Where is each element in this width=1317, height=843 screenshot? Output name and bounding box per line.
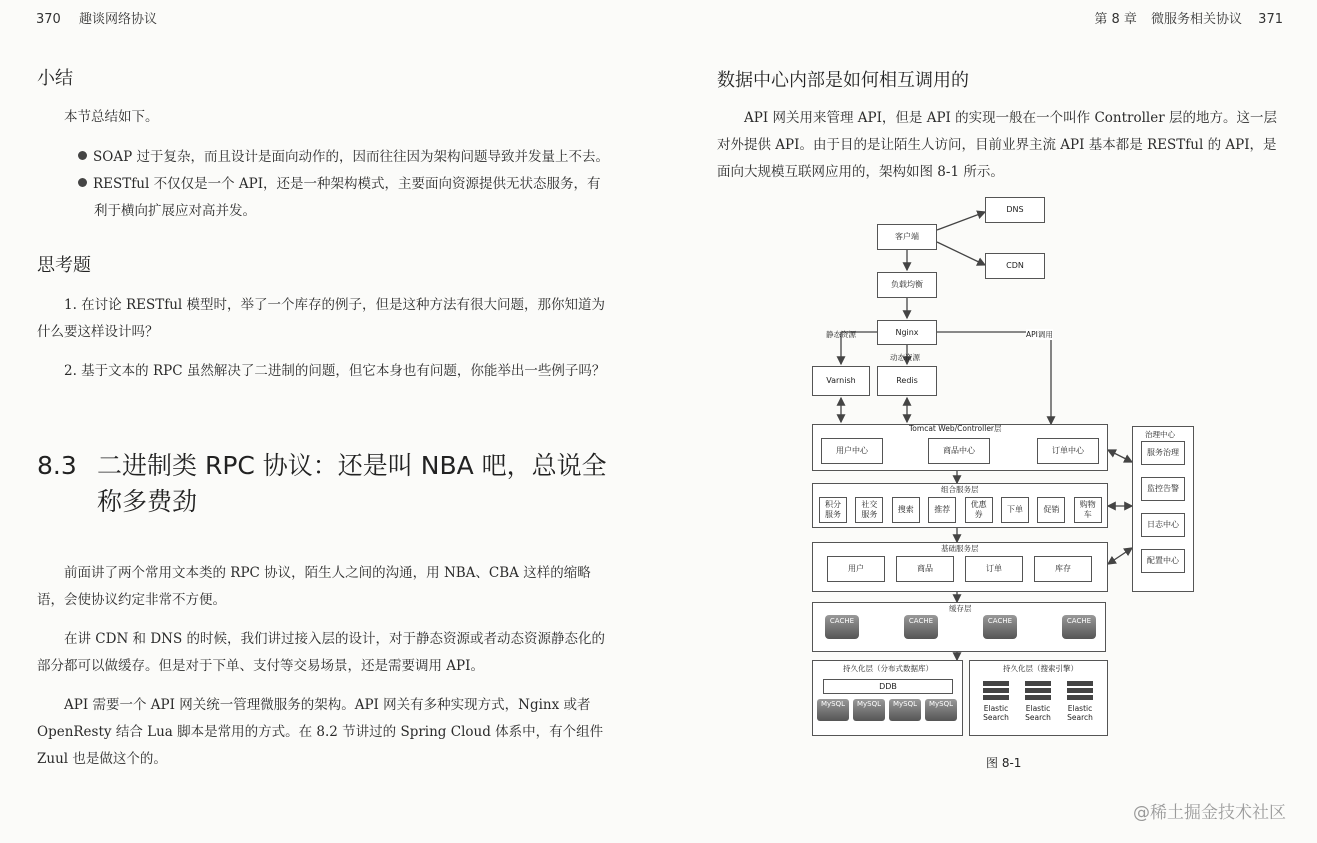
mysql-node: MySQL (817, 699, 849, 721)
db-persistence-layer (812, 660, 963, 736)
bullet-dot-icon (78, 151, 87, 160)
paragraph-1: 前面讲了两个常用文本类的 RPC 协议，陌生人之间的沟通，用 NBA、CBA 这样的缩略语，会使协议约定非常不方便。 (37, 565, 591, 608)
elasticsearch-node (1018, 681, 1058, 722)
database-stack-icon (983, 681, 1009, 701)
governance-item-box: 日志中心 (1141, 513, 1185, 537)
section-number: 8.3 (37, 451, 77, 480)
figure-caption: 图 8-1 (986, 756, 1022, 770)
tomcat-layer-title: Tomcat Web/Controller层 (909, 424, 1002, 433)
bullet-item (50, 144, 610, 171)
combined-service-box: 下单 (1001, 497, 1029, 523)
elasticsearch-label: Elastic Search (983, 704, 1009, 722)
bullet-text: SOAP 过于复杂，而且设计是面向动作的，因而往往因为架构问题导致并发量上不去。 (93, 149, 609, 165)
governance-title: 治理中心 (1145, 430, 1175, 439)
base-service-box: 库存 (1034, 556, 1092, 582)
mysql-node: MySQL (925, 699, 957, 721)
governance-item-box: 配置中心 (1141, 549, 1185, 573)
cache-layer (812, 602, 1106, 652)
section-title-line2: 称多费劲 (97, 487, 198, 516)
governance-item-box: 服务治理 (1141, 441, 1185, 465)
base-services-title: 基础服务层 (941, 544, 979, 553)
base-service-box: 商品 (896, 556, 954, 582)
right-heading: 数据中心内部是如何相互调用的 (717, 70, 969, 91)
summary-bullets (50, 144, 610, 225)
cache-layer-title: 缓存层 (949, 604, 972, 613)
combined-service-box: 促销 (1037, 497, 1065, 523)
right-page-number: 371 (1258, 12, 1283, 27)
summary-intro: 本节总结如下。 (64, 109, 159, 125)
cdn-box: CDN (985, 253, 1045, 279)
database-stack-icon (1025, 681, 1051, 701)
base-service-box: 用户 (827, 556, 885, 582)
bullet-item (50, 171, 610, 225)
question-2: 2. 基于文本的 RPC 虽然解决了二进制的问题，但它本身也有问题，你能举出一些例子吗？ (64, 363, 606, 379)
section-heading (37, 448, 617, 520)
ddb-box: DDB (823, 679, 953, 694)
combined-service-box: 购物 车 (1074, 497, 1102, 523)
nginx-box: Nginx (877, 320, 937, 345)
left-page-number: 370 (36, 12, 61, 27)
questions-heading: 思考题 (37, 255, 91, 276)
client-box: 客户端 (877, 224, 937, 250)
chapter-number: 第 8 章 (1094, 12, 1137, 27)
combined-service-box: 优惠 券 (965, 497, 993, 523)
combined-services-title: 组合服务层 (941, 485, 979, 494)
question-1: 1. 在讨论 RESTful 模型时，举了一个库存的例子，但是这种方法有很大问题，那你知道为什么要这样设计吗？ (37, 297, 606, 340)
mysql-node: MySQL (889, 699, 921, 721)
governance-item-box: 监控告警 (1141, 477, 1185, 501)
db-persistence-title: 持久化层（分布式数据库） (843, 664, 933, 673)
cache-node: CACHE (1062, 615, 1096, 639)
tomcat-layer (812, 424, 1108, 471)
product-center-box: 商品中心 (928, 438, 990, 464)
search-persistence-title: 持久化层（搜索引擎） (1003, 664, 1078, 673)
elasticsearch-node (1060, 681, 1100, 722)
watermark: @稀土掘金技术社区 (1133, 803, 1286, 823)
combined-services-layer (812, 483, 1108, 528)
redis-box: Redis (877, 366, 937, 396)
bullet-dot-icon (78, 178, 87, 187)
base-services-layer (812, 542, 1108, 592)
questions (37, 292, 607, 385)
elasticsearch-label: Elastic Search (1067, 704, 1093, 722)
summary-heading: 小结 (37, 68, 73, 89)
combined-service-box: 社交 服务 (855, 497, 883, 523)
cache-node: CACHE (904, 615, 938, 639)
bullet-text: RESTful 不仅仅是一个 API，还是一种架构模式，主要面向资源提供无状态服务，有利于横向扩展应对高并发。 (93, 176, 601, 219)
section-title-line1: 二进制类 RPC 协议：还是叫 NBA 吧，总说全 (97, 451, 607, 480)
cache-node: CACHE (983, 615, 1017, 639)
base-service-box: 订单 (965, 556, 1023, 582)
varnish-box: Varnish (812, 366, 870, 396)
database-stack-icon (1067, 681, 1093, 701)
left-book-title: 趣谈网络协议 (78, 12, 157, 27)
combined-service-box: 搜索 (892, 497, 920, 523)
section-paragraphs (37, 560, 607, 773)
right-paragraph (717, 105, 1287, 186)
elasticsearch-node (976, 681, 1016, 722)
governance-center (1132, 426, 1194, 592)
left-page-header (36, 8, 157, 27)
load-balancer-box: 负载均衡 (877, 272, 937, 298)
combined-service-box: 推荐 (928, 497, 956, 523)
architecture-diagram (808, 192, 1198, 752)
paragraph-2: 在讲 CDN 和 DNS 的时候，我们讲过接入层的设计，对于静态资源或者动态资源静态化的部分都可以做缓存。但是对于下单、支付等交易场景，还是需要调用 API。 (37, 631, 606, 674)
combined-service-box: 积分 服务 (819, 497, 847, 523)
right-page-header (1094, 8, 1283, 27)
cache-node: CACHE (825, 615, 859, 639)
dynamic-resource-label: 动态资源 (890, 353, 920, 362)
static-resource-label: 静态资源 (826, 330, 856, 339)
right-paragraph-text: API 网关用来管理 API，但是 API 的实现一般在一个叫作 Controller 层的地方。这一层对外提供 API。由于目的是让陌生人访问，目前业界主流 API 基本都是 RESTful 的 API，是面向大规模互联网应用的，架构如图 8-1 所示。 (717, 110, 1277, 180)
order-center-box: 订单中心 (1037, 438, 1099, 464)
chapter-title: 微服务相关协议 (1151, 12, 1243, 27)
paragraph-3: API 需要一个 API 网关统一管理微服务的架构。API 网关有多种实现方式，Nginx 或者 OpenResty 结合 Lua 脚本是常用的方式。在 8.2 节讲过的 Spring Cloud 体系中，有个组件 Zuul 也是做这个的。 (37, 697, 604, 767)
search-persistence-layer (969, 660, 1108, 736)
elasticsearch-label: Elastic Search (1025, 704, 1051, 722)
dns-box: DNS (985, 197, 1045, 223)
api-call-label: API调用 (1026, 330, 1053, 339)
user-center-box: 用户中心 (821, 438, 883, 464)
mysql-node: MySQL (853, 699, 885, 721)
